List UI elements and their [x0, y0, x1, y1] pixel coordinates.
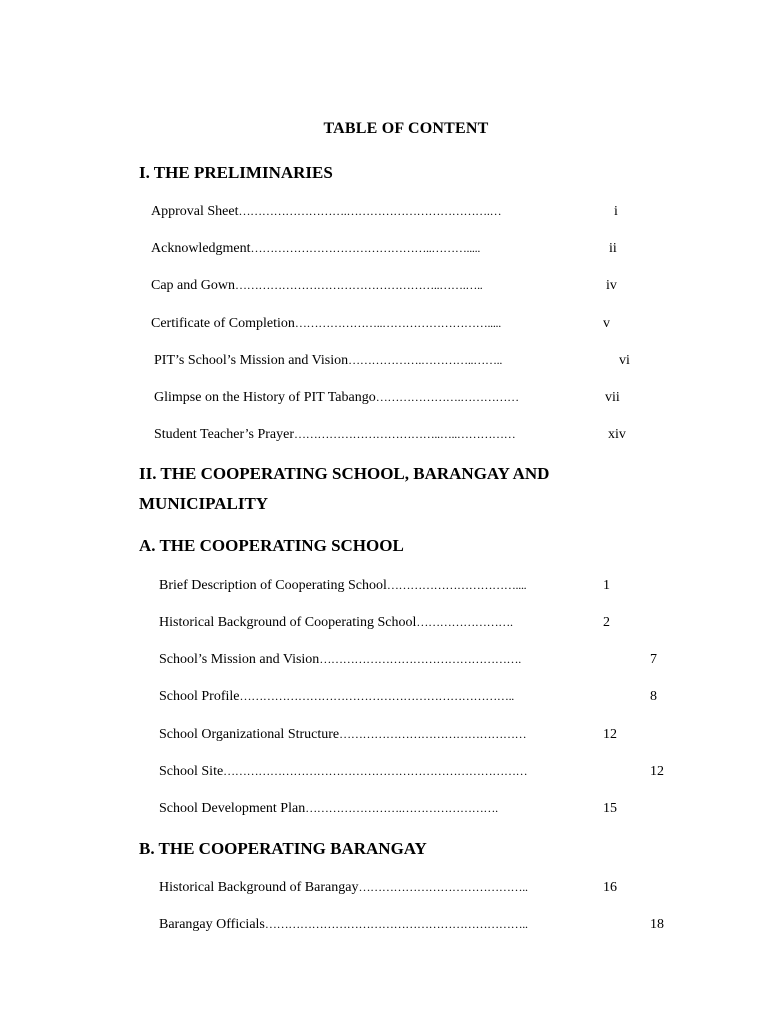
toc-entry: [151, 316, 501, 332]
toc-leader-dots: ………………….……………: [375, 390, 519, 404]
section-heading-preliminaries: I. THE PRELIMINARIES: [139, 163, 333, 182]
toc-entry-page: i: [614, 204, 618, 219]
toc-entry-page: 12: [603, 727, 617, 742]
toc-entry: [159, 917, 528, 933]
toc-entry-label: Student Teacher’s Prayer: [154, 427, 295, 442]
toc-entry: [154, 390, 519, 406]
toc-entry-label: School Site: [159, 764, 224, 779]
toc-leader-dots: ………………………………..…..……………: [294, 427, 516, 441]
toc-entry-label: School’s Mission and Vision: [159, 652, 320, 667]
toc-entry-label: PIT’s School’s Mission and Vision: [154, 353, 349, 368]
toc-entry-page: v: [603, 316, 610, 331]
toc-entry-page: 15: [603, 801, 617, 816]
toc-leader-dots: ……………………………………………………………………: [223, 764, 528, 778]
toc-entry-page: vii: [605, 390, 620, 405]
section-heading-cooperating-school: A. THE COOPERATING SCHOOL: [139, 536, 404, 555]
toc-entry-label: School Development Plan: [159, 801, 306, 816]
toc-entry-page: 2: [603, 615, 610, 630]
toc-entry-page: 1: [603, 578, 610, 593]
section-heading-cooperating-barangay: B. THE COOPERATING BARANGAY: [139, 839, 427, 858]
toc-leader-dots: ……………….…………..……..: [348, 353, 503, 367]
page-title: TABLE OF CONTENT: [323, 120, 489, 137]
toc-entry-label: Approval Sheet: [151, 204, 239, 219]
toc-leader-dots: …………………….: [416, 615, 513, 629]
toc-entry: [159, 727, 526, 743]
toc-entry-page: vi: [619, 353, 630, 368]
toc-leader-dots: ………………………………………..……….....: [250, 241, 481, 255]
toc-entry: [154, 353, 502, 369]
toc-entry-label: Historical Background of Cooperating School: [159, 615, 417, 630]
toc-entry: [159, 880, 528, 896]
toc-entry-label: Historical Background of Barangay: [159, 880, 359, 895]
toc-leader-dots: …………………………………………………………..: [264, 917, 528, 931]
toc-entry-label: Certificate of Completion: [151, 316, 295, 331]
toc-entry: [159, 689, 514, 705]
toc-entry: [159, 615, 513, 631]
toc-entry-label: School Profile: [159, 689, 240, 704]
toc-entry: [159, 764, 527, 780]
toc-entry-page: 18: [650, 917, 664, 932]
toc-entry: [151, 204, 501, 220]
toc-leader-dots: ……………………………………………………………..: [239, 689, 515, 703]
toc-entry: [159, 578, 526, 594]
toc-entry-page: 8: [650, 689, 657, 704]
toc-entry-page: xiv: [608, 427, 626, 442]
toc-leader-dots: ……………………………………………..…….…..: [235, 278, 483, 292]
toc-leader-dots: …………………….…………………….: [305, 801, 498, 815]
toc-entry: [151, 278, 483, 294]
toc-entry: [159, 801, 498, 817]
toc-entry-label: Acknowledgment: [151, 241, 251, 256]
toc-entry-label: Cap and Gown: [151, 278, 235, 293]
toc-leader-dots: ……………………………………..: [358, 880, 528, 894]
toc-entry-page: 7: [650, 652, 657, 667]
section-heading-cooperating-school-barangay-municipality: II. THE COOPERATING SCHOOL, BARANGAY AND MUNICIPALITY: [139, 464, 550, 513]
toc-leader-dots: ……………………….……………………………….…: [238, 204, 502, 218]
toc-leader-dots: …………………………………………….: [319, 652, 521, 666]
toc-entry: [151, 241, 480, 257]
toc-leader-dots: ……………………………....: [386, 578, 527, 592]
toc-entry-page: iv: [606, 278, 617, 293]
toc-leader-dots: …………………………………………: [339, 727, 527, 741]
toc-entry-label: Barangay Officials: [159, 917, 265, 932]
toc-entry-label: Glimpse on the History of PIT Tabango: [154, 390, 376, 405]
toc-entry: [159, 652, 521, 668]
toc-entry-label: School Organizational Structure: [159, 727, 340, 742]
toc-leader-dots: …………………..……………………….....: [294, 316, 501, 330]
toc-entry-page: 12: [650, 764, 664, 779]
toc-entry-page: 16: [603, 880, 617, 895]
toc-entry: [154, 427, 515, 443]
toc-entry-page: ii: [609, 241, 617, 256]
toc-entry-label: Brief Description of Cooperating School: [159, 578, 387, 593]
